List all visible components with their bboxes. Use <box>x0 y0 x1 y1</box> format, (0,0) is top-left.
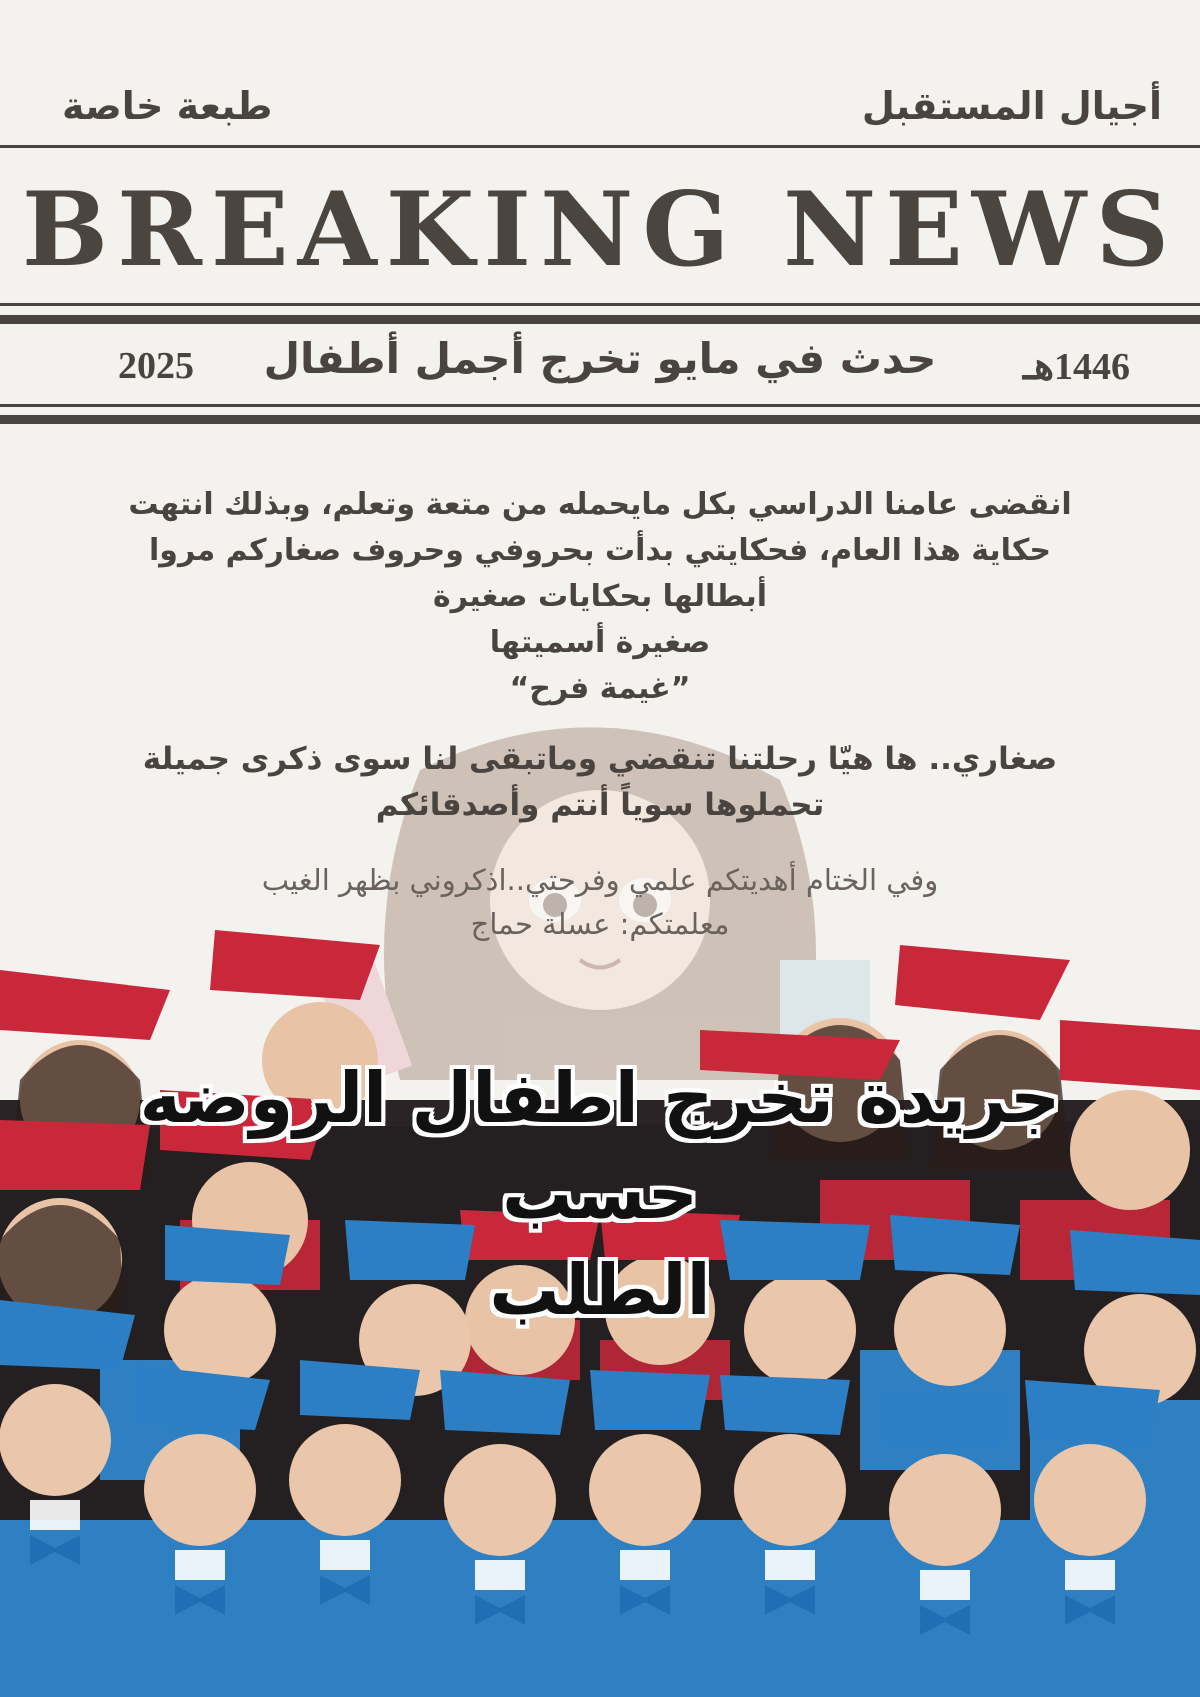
article-line: انقضى عامنا الدراسي بكل مايحمله من متعة وتعلم، وبذلك انتهت <box>128 487 1072 522</box>
hijri-year-label: 1446هـ <box>1022 346 1130 388</box>
overlay-caption <box>40 1050 1160 1338</box>
closing-line: وفي الختام أهديتكم علمي وفرحتي..اذكروني بظهر الغيب <box>261 863 939 897</box>
divider <box>0 303 1200 306</box>
edition-label: طبعة خاصة <box>62 84 273 128</box>
article-line: ”غيمة فرح“ <box>509 671 691 706</box>
article-line: حكاية هذا العام، فحكايتي بدأت بحروفي وحروف صغاركم مروا <box>149 533 1051 568</box>
newspaper-name: أجيال المستقبل <box>861 84 1162 128</box>
divider <box>0 415 1200 424</box>
teacher-signature: معلمتكم: عسلة حماج <box>470 907 730 941</box>
article-line: أبطالها بحكايات صغيرة <box>432 579 768 614</box>
divider <box>0 145 1200 148</box>
date-headline: حدث في مايو تخرج أجمل أطفال <box>263 334 937 383</box>
article-line: تحملوها سوياً أنتم وأصدقائكم <box>375 787 825 823</box>
article-paragraph-1 <box>80 482 1120 712</box>
article-paragraph-2 <box>80 736 1120 828</box>
article-line: صغيرة أسميتها <box>489 625 711 660</box>
overlay-caption-line-1: جريدة تخرج اطفال الروضه حسب <box>139 1057 1061 1235</box>
overlay-caption-line-2: الطلب <box>489 1249 711 1331</box>
article-line: صغاري.. ها هيّا رحلتنا تنقضي وماتبقى لنا سوى ذكرى جميلة <box>142 741 1058 777</box>
divider <box>0 404 1200 407</box>
year-label: 2025 <box>118 345 194 387</box>
masthead-title: BREAKING NEWS <box>21 170 1179 290</box>
divider <box>0 315 1200 324</box>
closing-note <box>80 858 1120 946</box>
